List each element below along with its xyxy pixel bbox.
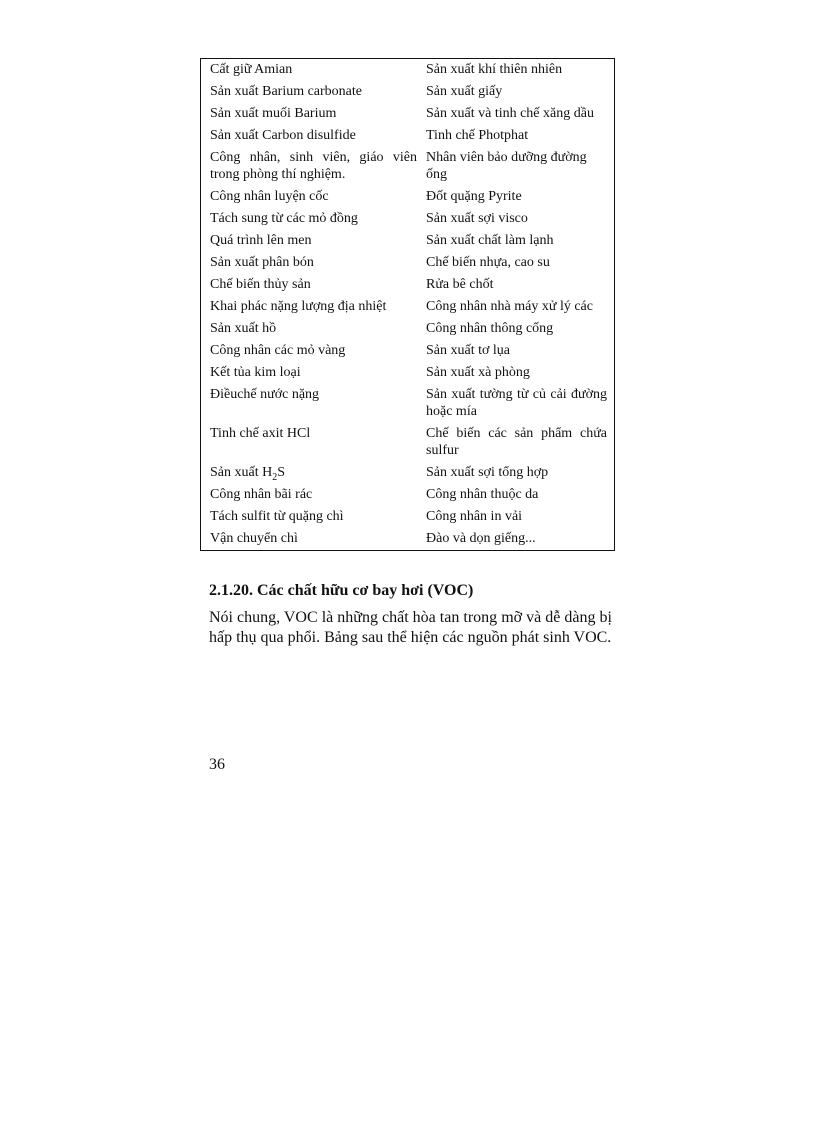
occupation-table — [200, 58, 615, 551]
table-cell-left: Chế biến thủy sản — [210, 277, 311, 292]
table-cell-left: Sản xuất Carbon disulfide — [210, 128, 356, 143]
table-cell-left: Công nhân luyện cốc — [210, 189, 329, 204]
table-cell-left: Kết tủa kim loại — [210, 365, 301, 380]
table-cell-left: Điềuchế nước nặng — [210, 387, 320, 402]
table-cell-left — [201, 462, 418, 484]
table-cell-left: Công nhân các mỏ vàng — [210, 343, 346, 358]
table-cell-right: Chế biến các sản phẩm chứa sulfur — [426, 426, 607, 458]
table-cell-right: Sản xuất tơ lụa — [426, 343, 510, 358]
h2s-suffix: S — [277, 465, 286, 480]
table-row — [201, 484, 615, 506]
table-cell-right: Sản xuất và tinh chế xăng dầu — [426, 106, 594, 121]
section-paragraph: Nói chung, VOC là những chất hòa tan trong mỡ và dễ dàng bị hấp thụ qua phổi. Bảng sau thể hiện các nguồn phát sinh VOC. — [209, 609, 612, 646]
table-row — [201, 274, 615, 296]
table-row — [201, 384, 615, 423]
table-cell-right: Sản xuất sợi visco — [426, 211, 528, 226]
table-row — [201, 318, 615, 340]
table-row — [201, 125, 615, 147]
table-cell-left: Tách sung từ các mỏ đồng — [210, 211, 358, 226]
table-row — [201, 506, 615, 528]
table-cell-left: Quá trình lên men — [210, 233, 312, 248]
table-cell-right: Công nhân thông cống — [426, 321, 554, 336]
table-cell-right: Sản xuất giấy — [426, 84, 503, 99]
table-cell-left: Sản xuất phân bón — [210, 255, 314, 270]
table-cell-right: Rửa bê chốt — [426, 277, 494, 292]
table-cell-right: Công nhân in vải — [426, 509, 523, 524]
table-cell-right: Sản xuất sợi tổng hợp — [426, 465, 549, 480]
table-row — [201, 230, 615, 252]
page-number: 36 — [209, 756, 225, 773]
table-cell-left: Vận chuyển chì — [210, 531, 298, 546]
table-row — [201, 340, 615, 362]
table-cell-right: Sản xuất xà phòng — [426, 365, 530, 380]
table-cell-right: Công nhân thuộc da — [426, 487, 539, 502]
table-cell-right: Nhân viên bảo dưỡng đường ống — [426, 150, 587, 182]
table-cell-left: Sản xuất muối Barium — [210, 106, 337, 121]
table-cell-left: Công nhân, sinh viên, giáo viên trong phòng thí nghiệm. — [210, 150, 417, 182]
table-cell-right: Tinh chế Photphat — [426, 128, 529, 143]
table-row — [201, 423, 615, 462]
table-cell-right: Chế biến nhựa, cao su — [426, 255, 550, 270]
table-cell-right: Đào và dọn giếng... — [426, 531, 536, 546]
table-cell-left: Sản xuất Barium carbonate — [210, 84, 363, 99]
table-cell-right: Sản xuất khí thiên nhiên — [426, 62, 563, 77]
table-cell-left: Tinh chế axit HCl — [210, 426, 311, 441]
h2s-subscript: 2 — [272, 471, 278, 483]
table-row — [201, 462, 615, 484]
h2s-prefix: Sản xuất H — [210, 465, 273, 480]
table-row — [201, 208, 615, 230]
table-cell-right: Sản xuất tường từ củ cải đường hoặc mía — [426, 387, 607, 419]
table-row — [201, 528, 615, 551]
section-heading: 2.1.20. Các chất hữu cơ bay hơi (VOC) — [209, 582, 474, 599]
occupation-table-body — [201, 59, 615, 551]
table-row — [201, 59, 615, 82]
table-row — [201, 362, 615, 384]
table-cell-left: Cất giữ Amian — [210, 62, 293, 77]
table-row — [201, 186, 615, 208]
table-cell-left: Khai phác nặng lượng địa nhiệt — [210, 299, 387, 314]
table-row — [201, 252, 615, 274]
table-row — [201, 103, 615, 125]
table-cell-right: Đốt quặng Pyrite — [426, 189, 522, 204]
table-row — [201, 81, 615, 103]
table-row — [201, 296, 615, 318]
table-cell-left: Tách sulfit từ quặng chì — [210, 509, 344, 524]
table-cell-right: Sản xuất chất làm lạnh — [426, 233, 554, 248]
table-cell-right: Công nhân nhà máy xử lý các — [426, 299, 593, 314]
table-row — [201, 147, 615, 186]
table-cell-left: Sản xuất hồ — [210, 321, 277, 336]
table-cell-left: Công nhân bãi rác — [210, 487, 313, 502]
